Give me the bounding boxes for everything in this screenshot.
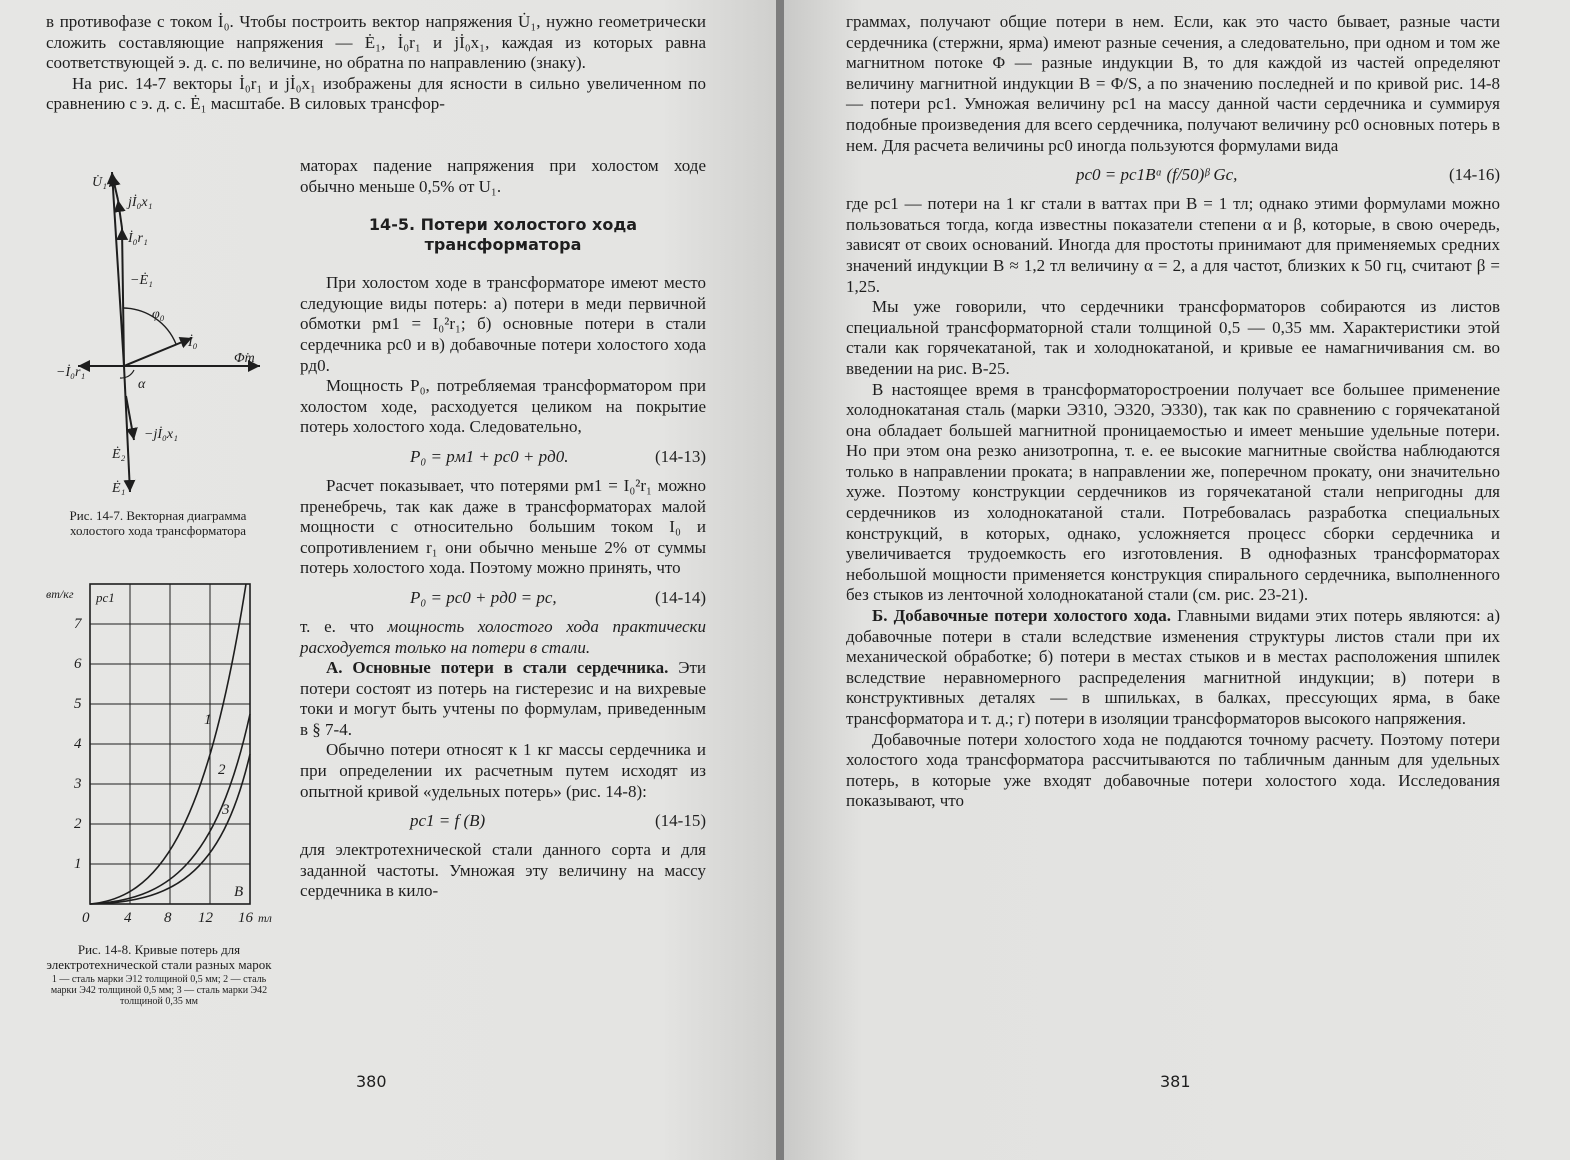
paragraph: маторах падение напряжения при холостом ходе обычно меньше 0,5% от U₁.	[300, 156, 706, 196]
x-tick: 16	[238, 910, 253, 926]
y-tick: 5	[74, 696, 82, 712]
y-tick: 1	[74, 856, 82, 872]
label-ji0x1: jİ₀x₁	[128, 195, 153, 210]
formula-14-14: P₀ = pс0 + pд0 = pс, (14-14)	[410, 587, 706, 607]
page-left	[0, 0, 778, 1160]
section-heading: 14-5. Потери холостого хода трансформатора	[368, 215, 638, 255]
angle-phi0-arc	[124, 308, 176, 344]
paragraph: Обычно потери относят к 1 кг массы сердечника и при определении их расчетным путем исходят из опытной кривой «удельных потерь» (рис. 14-8):	[300, 740, 706, 801]
figure-14-8-note: 1 — сталь марки Э12 толщиной 0,5 мм; 2 — сталь марки Э42 толщиной 0,5 мм; 3 — сталь марки Э42 толщиной 0,35 мм	[50, 974, 268, 1007]
curve-2-label: 2	[218, 762, 226, 778]
paragraph: При холостом ходе в трансформаторе имеют место следующие виды потерь: а) потери в меди первичной обмотки pм1 = I₀²r₁; б) основные потери в стали сердечника pс0 и в) добавочные потери холостого хода pд0.	[300, 273, 706, 375]
loss-curves-chart	[46, 578, 286, 938]
x-tick: 12	[198, 910, 213, 926]
label-minus-ji0x1: −jİ₀x₁	[144, 427, 178, 442]
paragraph: Мощность P₀, потребляемая трансформатором при холостом ходе, расходуется целиком на покрытие потерь холостого хода. Следовательно,	[300, 376, 706, 437]
label-minus-e1: −Ė₁	[130, 273, 153, 288]
formula-14-16: pс0 = pс1Bᵅ (f/50)ᵝ Gс, (14-16)	[1076, 165, 1500, 185]
vector-e1	[124, 366, 130, 492]
formula-14-13: P₀ = pм1 + pс0 + pд0. (14-13)	[410, 446, 706, 466]
label-alpha: α	[138, 377, 146, 392]
vector-i0	[124, 338, 192, 366]
label-e1: Ė₁	[112, 481, 126, 496]
label-i0r1: İ₀r₁	[128, 231, 148, 246]
y-tick: 6	[74, 656, 82, 672]
label-u1: U̇₁	[92, 175, 107, 190]
figure-14-7-caption: Рис. 14-7. Векторная диаграмма холостого хода трансформатора	[69, 508, 247, 538]
left-column-text	[300, 156, 706, 902]
paragraph: Добавочные потери холостого хода не поддаются точному расчету. Поэтому потери холостого хода трансформатора рассчитываются по табличным данным для удельных потерь, в которые уже входят добавочные потери холостого хода. Исследования показывают, что	[846, 729, 1500, 811]
paragraph: А. Основные потери в стали сердечника. Эти потери состоят из потерь на гистерезис и на вихревые токи и могут быть учтены по формулам, приведенным в § 7-4.	[300, 658, 706, 739]
y-tick: 7	[74, 616, 82, 632]
figure-14-8-caption	[44, 942, 274, 1007]
label-phi0: φ₀	[152, 307, 165, 322]
angle-alpha-arc	[120, 370, 134, 378]
paragraph: граммах, получают общие потери в нем. Если, как это часто бывает, разные части сердечника (стержни, ярма) имеют разные сечения, а следовательно, при одном и том же магнитном потоке Φ — разные индукции B, то для каждой из частей определяют величину магнитной индукции B = Φ/S, а по значению последней и по кривой рис. 14-8 — потери pс1. Умножая величину pс1 на массу данной части сердечника и суммируя подобные произведения для всего сердечника, получают величину pс0 основных потерь в нем. Для расчета величины pс0 иногда пользуются формулами вида	[846, 12, 1500, 155]
y-tick: 3	[74, 776, 82, 792]
vector-diagram	[48, 166, 278, 506]
right-page-text	[846, 12, 1500, 812]
x-unit: тл	[258, 911, 272, 925]
grid	[90, 584, 250, 904]
page-number: 380	[356, 1072, 387, 1091]
paragraph: На рис. 14-7 векторы İ₀r₁ и jİ₀x₁ изображены для ясности в сильно увеличенном по сравнению с э. д. с. Ė₁ масштабе. В силовых трансфор-	[46, 73, 706, 114]
label-i0: İ₀	[188, 335, 198, 350]
page-number: 381	[1160, 1072, 1191, 1091]
curve-3-label: 3	[222, 802, 230, 818]
vector-i0r1	[118, 200, 122, 228]
y-label: pс1	[96, 590, 115, 605]
y-tick: 2	[74, 816, 82, 832]
x-tick: 8	[164, 910, 172, 926]
label-minus-i0r1: −İ₀r₁	[56, 365, 86, 380]
x-tick: 0	[82, 910, 90, 926]
paragraph: для электротехнической стали данного сорта и для заданной частоты. Умножая эту величину на массу сердечника в кило-	[300, 840, 706, 901]
paragraph: Расчет показывает, что потерями pм1 = I₀²r₁ можно пренебречь, так как даже в трансформаторах малой мощности с относительно большим током I₀ и сопротивлением r₁ они обычно меньше 2% от суммы потерь холостого хода. Поэтому можно принять, что	[300, 475, 706, 578]
paragraph: в противофазе с током İ₀. Чтобы построить вектор напряжения U̇₁, нужно геометрически сложить составляющие напряжения — Ė₁, İ₀r₁ и jİ₀x₁, каждая из которых равна соответствующей э. д. с. по величине, но обратна по направлению (знаку).	[46, 12, 706, 73]
curve-1-label: 1	[204, 712, 212, 728]
label-phim: Φ̇m	[234, 351, 255, 366]
label-e2: Ė₂	[112, 447, 126, 462]
figure-14-8-title: Рис. 14-8. Кривые потерь для электротехнической стали разных марок	[46, 942, 272, 972]
left-top-text	[46, 12, 706, 115]
y-unit: вт/кг	[46, 587, 74, 601]
paragraph: Мы уже говорили, что сердечники трансформаторов собираются из листов специальной трансформаторной стали толщиной 0,5 — 0,35 мм. Характеристики этой стали как горячекатаной, так и холоднокатаной, и кривые ее намагничивания см. во введении на рис. В-25.	[846, 297, 1500, 378]
y-tick: 4	[74, 736, 82, 752]
x-tick: 4	[124, 910, 132, 926]
formula-14-15: pс1 = f (B) (14-15)	[410, 811, 706, 831]
paragraph: В настоящее время в трансформаторостроении получает все большее применение холоднокатаная сталь (марки Э310, Э320, Э330), так как по сравнению с горячекатаной она обладает большей магнитной проницаемостью и имеет меньшие удельные потери. Но при этом она резко анизотропна, т. е. ее высокие магнитные свойства наблюдаются только в направлении проката; в направлении же, поперечном прокату, они значительно хуже. Поэтому конструкции сердечников из горячекатаной стали непригодны для сердечников из холоднокатаной стали. Потребовалась разработка специальных конструкций, в которых, однако, усложняется процесс сборки сердечника и увеличивается трудоемкость его изготовления. В однофазных трансформаторах небольшой мощности применяется конструкция спирального сердечника, выполненного без стыков из ленточной холоднокатаной стали (см. рис. 23-21).	[846, 379, 1500, 605]
paragraph: где pс1 — потери на 1 кг стали в ваттах при B = 1 тл; однако этими формулами можно пользоваться тогда, когда известны показатели степени α и β, которые, в свою очередь, зависят от своих оснований. Иногда для простоты принимают для применяемых средних значений индукции B ≈ 1,2 тл величину α = 2, а для частот, близких к 50 гц, считают β = 1,25.	[846, 194, 1500, 296]
x-label: B	[234, 884, 244, 900]
paragraph: т. е. что мощность холостого хода практически расходуется только на потери в стали.	[300, 616, 706, 657]
paragraph: Б. Добавочные потери холостого хода. Главными видами этих потерь являются: а) добавочные потери в стали вследствие изменения структуры листов стали при их механической обработке; б) потери в местах стыков и в местах расположения шпилек вследствие неравномерного распределения магнитной индукции; в) потери в конструктивных деталях — в шпильках, в балках, прессующих ярма, в баке трансформатора и т. д.; г) потери в изоляции трансформаторов высокого напряжения.	[846, 606, 1500, 728]
